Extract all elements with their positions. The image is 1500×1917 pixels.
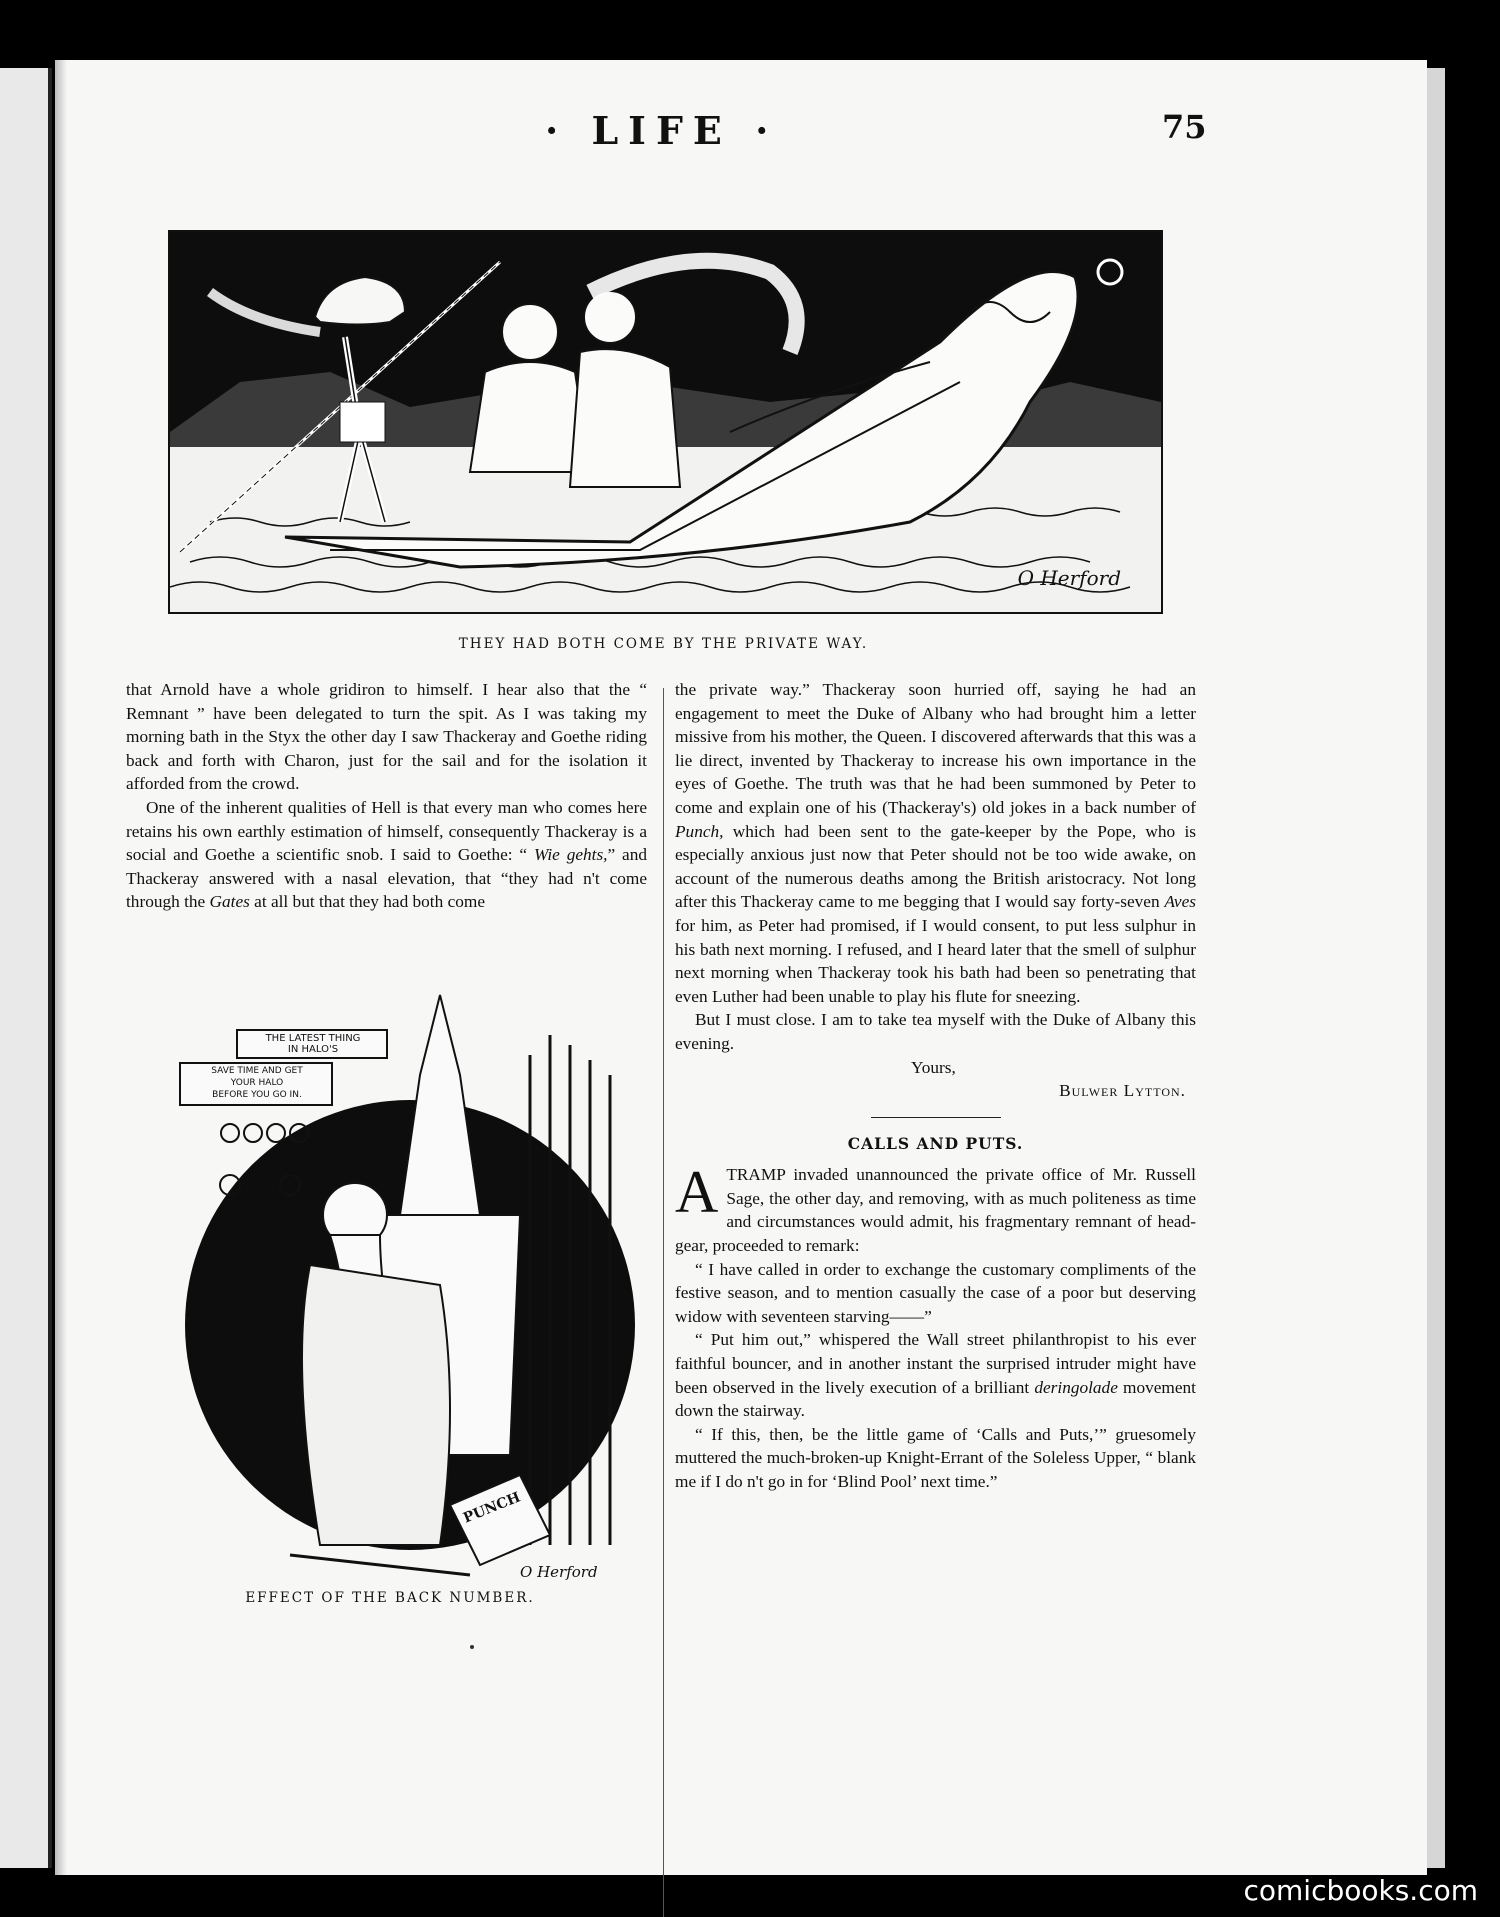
paragraph: [675, 1159, 1196, 1257]
text-run: which had been sent to the gate-keeper by the Pope, who is especially anxious just now that Peter should not be too wide awake, on account of the numerous deaths among the British aristocracy. Not long after this Thackeray came to me begging that I would say forty-seven: [675, 821, 1196, 912]
paragraph: [675, 678, 1196, 1008]
page-stack-edge: [1427, 68, 1445, 1868]
column-rule: [663, 688, 664, 1917]
text-run: for him, as Peter had promised, if I would consent, to put less sulphur in his bath next morning. I refused, and I heard later that the smell of sulphur next morning when Thackeray took his bath had been so penetrating that even Luther had been unable to play his flute for sneezing.: [675, 915, 1196, 1006]
masthead: · LIFE ·: [545, 108, 779, 153]
text-run: at all but that they had both come: [249, 892, 485, 912]
paragraph: [126, 796, 647, 914]
italic-text: Punch,: [675, 821, 724, 841]
text-run: “ Put him out,” whispered the Wall street philanthropist to his ever faithful bouncer, and in another instant the surprised intruder might have been observed in the lively execution of a brilliant: [675, 1330, 1196, 1397]
drop-cap: A: [675, 1159, 719, 1226]
paragraph: “ If this, then, be the little game of ‘Calls and Puts,’” gruesomely muttered the much-broken-up Knight-Errant of the Soleless Upper, “ blank me if I do n't go in for ‘Blind Pool’ next time.”: [675, 1424, 1196, 1491]
watermark: comicbooks.com: [1243, 1874, 1478, 1907]
sign-text: SAVE TIME AND GET: [211, 1066, 303, 1076]
bottom-cartoon-signature: O Herford: [520, 1563, 598, 1581]
sign-text: BEFORE YOU GO IN.: [212, 1090, 302, 1100]
facing-page-edge: [0, 68, 52, 1868]
sign-text: YOUR HALO: [230, 1078, 284, 1088]
gutter-shadow: [55, 60, 67, 1875]
text-run: ” and Thackeray answered with a nasal elevation, that “they had n't come through the: [126, 845, 647, 912]
halo-sign-2: [182, 1065, 332, 1101]
text-run: One of the inherent qualities of Hell is that every man who comes here retains his own earthly estimation of himself, consequently Thackeray is a social and Goethe a scientific snob. I said to Goethe: “: [126, 797, 647, 865]
italic-text: Aves: [1164, 892, 1196, 912]
bottom-cartoon: [140, 985, 640, 1600]
bottom-cartoon-caption: EFFECT OF THE BACK NUMBER.: [245, 1590, 535, 1606]
page-number: 75: [1162, 108, 1207, 146]
sign-text: IN HALO'S: [287, 1044, 339, 1055]
top-cartoon-signature: O Herford: [1017, 566, 1121, 590]
paragraph: that Arnold have a whole gridiron to himself. I hear also that the “ Remnant ” have been delegated to turn the spit. As I was taking my morning bath in the Styx the other day I saw Thackeray and Goethe riding back and forth with Charon, just for the sail and for the isolation it afforded from the crowd.: [126, 680, 647, 794]
paragraph: “ I have called in order to exchange the customary compliments of the festive season, and to mention casually the case of a poor but deserving widow with seventeen starving——”: [675, 1259, 1196, 1326]
text-run: movement down the stairway.: [675, 1377, 1196, 1421]
italic-text: Wie gehts,: [533, 845, 608, 865]
paragraph: [675, 1328, 1196, 1422]
paragraph: But I must close. I am to take tea myself with the Duke of Albany this evening.: [675, 1010, 1196, 1053]
boat-illustration: [170, 232, 1161, 612]
sign-text: THE LATEST THING: [265, 1033, 361, 1044]
right-column-text: [675, 678, 1196, 1494]
article-heading: CALLS AND PUTS.: [847, 1133, 1024, 1153]
halo-sign-1: [240, 1033, 386, 1055]
author-signature: Bulwer Lytton.: [1059, 1081, 1186, 1101]
section-divider: [871, 1117, 1001, 1118]
closing: Yours,: [911, 1057, 956, 1077]
printer-dot: [470, 1645, 474, 1649]
text-run: the private way.” Thackeray soon hurried off, saying he had an engagement to meet the Duke of Albany who had brought him a letter missive from his mother, the Queen. I discovered afterwards that this was a lie direct, invented by Thackeray to increase his own importance in the eyes of Goethe. The truth was that he had been summoned by Peter to come and explain one of his (Thackeray's) old jokes in a back number of: [675, 680, 1196, 817]
left-column-text: [126, 678, 647, 914]
top-cartoon: [168, 230, 1163, 614]
italic-text: deringolade: [1034, 1377, 1118, 1397]
italic-text: Gates: [209, 892, 250, 912]
punch-magazine-label: PUNCH: [461, 1489, 523, 1527]
top-cartoon-caption: THEY HAD BOTH COME BY THE PRIVATE WAY.: [458, 636, 869, 652]
text-run: TRAMP invaded unannounced the private office of Mr. Russell Sage, the other day, and removing, with as much politeness as time and circumstances would admit, his fragmentary remnant of head-gear, proceeded to remark:: [675, 1165, 1196, 1256]
